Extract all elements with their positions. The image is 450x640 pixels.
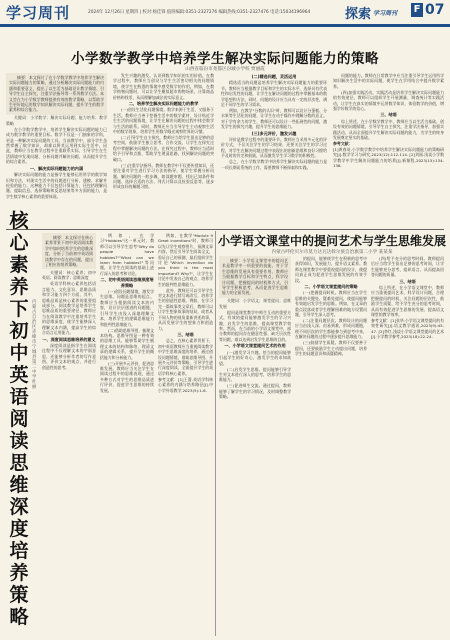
article3-column-3	[371, 256, 444, 636]
article1-paragraph: 综上所述，在小学数学教学中，教师应当以生活为基础，创设有效的问题情境，引导学生自主探究，注重学法指导，加强实践活动，从而全面提升学生解决实际问题的能力，为学生的终身发展奠定坚实的基础。	[333, 118, 444, 141]
article1-references: [1]黄春英.小学数学教学中培养学生解决实际问题能力的策略研究[J].数学学习与研究,2023(12):112-114. [2]刘丽.浅谈小学数学教学中学生解决问题能力的培养[J].新课程,2023(15):134-136.	[333, 147, 444, 169]
article1-paragraph: (三)注重学法指导。教师在教学中不仅要传授知识，还要注重对学生进行学习方法的指导，使学生掌握分析问题、解决问题的一般步骤，如读题审题、找出已知条件和问题、选择合适的方法、列式计算以及检验反思等，逐步形成良好的解题习惯。	[113, 162, 214, 190]
section-title: 探索	[345, 7, 372, 22]
article2-column-2	[100, 233, 154, 635]
article2-paragraph: 例如，在教学"Module 9 Great inventions"时，教师可以先让学生观察图片，预测文章内容，然后引导学生阅读全文，验证自己的预测，最后组织学生讨论"Which invention do you think is the most important? Why?"，让学生在讨论中发表自己的观点，培养学生的批判性思维能力。	[158, 233, 213, 287]
article1-paragraph: 评价是教学过程中的重要环节。教师应当采用多元化的评价方式，不仅关注学生的学习结果，还要关注学生的学习过程，对学生在解决问题过程中表现出的创新思维和良好习惯给予及时的肯定和鼓励，从而激发学生学习数学的积极性。	[221, 137, 327, 159]
article2-abstract: 摘要：本文探讨在核心素养背景下初中英语阅读教学中如何培养学生的思维深度，分析了当前初中英语阅读教学中存在的问题，提出了相应的培养策略。	[42, 233, 96, 269]
article2-paragraph: 深度阅读是指学生在阅读过程中不仅理解文本的字面意思，还能够分析作者的写作意图、评价文本的观点，并进行创造性的思考。	[42, 342, 96, 370]
section-divider	[6, 229, 444, 230]
article2-section-heading: 二、初中英语阅读思维深度培养策略	[100, 277, 154, 288]
article1-column-2	[113, 73, 214, 228]
article2-section-heading: 一、深度阅读思维培养的意义	[42, 336, 96, 342]
article1-abstract: 摘要：本文探讨了在小学数学教学中培养学生解决实际问题能力的策略，通过分析解决实际问题能力的内涵和重要意义，提出了以生活为基础设计教学情境、引导学生自主探究、注重学法指导等一系列教学方法。本文旨在为小学数学教师提供有效的教学策略，以帮助学生更好地运用数学知识解决实际问题，提升学生的数学素养和综合能力。	[6, 73, 107, 115]
article3-section-heading: 一、小学语文课堂提问艺术的作用	[224, 343, 286, 349]
article2-paragraph: (三)开展多元评价，促进思维发展。教师应当关注学生在阅读过程中的思维表现，通过多种方式对学生的思维品质进行评价，促进学生思维的持续发展。	[100, 360, 154, 393]
article1-section-heading: (三)多元评价，激发兴趣	[251, 130, 297, 136]
article2-paragraph: (一)创设问题情境，激发学生思维。问题是思维的起点。教师应当根据阅读文本的内容，设计层层递进的问题链，引导学生由浅入深地理解文本，培养学生的逻辑思维能力和批判性思维能力。	[100, 289, 154, 327]
article2-paragraph: 此外，教师还可以引导学生对文本进行续写或改写，培养学生的创造性思维。例如，在学习完一篇故事类文章后，教师可以让学生想象故事的结局，或者从不同人物的视角重新讲述故事，从而发展学生的想象力和创造力。	[158, 287, 213, 331]
issue-meta: 2024年 12月26日 星期四 | 校对:杨佳锋 值班编辑:0351-2327276 编辑热线:0351-2327476 电话:15034196964	[88, 10, 311, 15]
article1-paragraph: 总之，在小学数学教学中培养学生解决实际问题的能力是一项长期而系统的工作，需要教师不断探索和实践。	[221, 159, 327, 170]
article1-paragraph: 解决实际问题的能力是指学生能够运用所学的数学知识和方法，对现实生活中的问题进行分析、建模、求解并检验的能力。这种能力不仅包括计算能力，还包括理解问题、提取信息、选择策略和反思结果等多方面的能力，是学生数学核心素养的重要体现。	[6, 172, 107, 199]
article3-column-1	[219, 256, 291, 636]
article1-paragraph: (四)加强实践活动。实践活动是培养学生解决实际问题能力的有效途径。教师可以组织学生开展测量、调查统计等实践活动，让学生在真实的情境中运用数学知识，体验数学的价值，增强学好数学的信心。	[333, 89, 444, 112]
article2-paragraph: (二)借助思维导图，梳理文本结构。思维导图是一种有效的思维工具，能够帮助学生梳理文本的结构和脉络，理清文章的逻辑关系，提升学生的概括能力和分析能力。	[100, 327, 154, 360]
article2-headline: 核心素养下初中英语阅读思维深度培养策略	[9, 210, 29, 628]
article1-paragraph: 在小学数学教学中，培养学生解决实际问题的能力已成为数学教学的重要目标。数学不仅是一门抽象的学科，更是一种解决实际问题的工具。当前教学中，部分学生虽然掌握了数学知识，却难以将其运用到实际生活中。因此，教师应当在教学过程中注重联系实际，引导学生在生活情境中发现问题、分析问题并解决问题，从而提升学生的综合素养。	[6, 126, 107, 165]
article1-byline: 山西省临汾市尧都区汾城小学校 贾丽霞	[185, 67, 265, 72]
article1-headline: 小学数学教学中培养学生解决实际问题能力的策略	[71, 51, 379, 67]
article3-paragraph: (二)启发学生思维。提问能够引导学生对文本进行深入的思考，培养学生的思维能力。	[219, 366, 291, 383]
article2-column-3	[158, 233, 213, 635]
article1-paragraph: (一)创设生活化问题情境。数学来源于生活，又服务于生活。教师应当善于挖掘生活中的数学素材，设计贴近学生生活的问题情境，让学生在解决问题的过程中体会数学与生活的联系。同时，教师还应当引导学生主动观察生活中的数学现象，培养学生用数学眼光观察世界的习惯。	[113, 107, 214, 135]
article3-abstract: 摘要：小学语文课堂中的提问艺术是教学中一项重要的技能，对于学生思维的发展具有重要作用。教师应当根据教学目标和学生特点，科学设计问题，把握提问的时机和方式，引导学生积极思考，从而促进学生思维能力的全面发展。	[219, 256, 291, 298]
article3-byline: 内蒙古呼伦贝尔市莫力达瓦达斡尔族自治旗第二小学 某某某	[271, 250, 393, 255]
article1-column-1	[6, 73, 107, 228]
article1-keywords: 关键词：小学数学；解决实际问题；能力培养；教学策略	[6, 115, 107, 126]
article1-section-heading: 一、解决实际问题能力的内涵	[29, 165, 84, 171]
article2-column-1	[42, 233, 96, 635]
article1-paragraph: 精选适当的问题是培养学生解决实际问题能力的重要环节。教师应当根据教学目标和学生的实际水平，选择具有代表性和启发性的问题，让学生在解决问题的过程中掌握基本的数学思想和方法。同时，问题的设计应当具有一定的层次性，满足不同学生的学习需求。	[221, 80, 327, 108]
article3-keywords: 关键词：小学语文；课堂提问；思维发展	[219, 298, 291, 309]
article1-paragraph: (二)引导学生自主探究。教师应当给学生留出足够的思考空间，鼓励学生独立思考、合作交流，让学生在探究过程中掌握解决问题的方法。在探究过程中，教师应当适时给予引导和点拨，帮助学生理清思路，找到解决问题的突破口。	[113, 135, 214, 162]
article2-paragraph: 英语学科核心素养包括语言能力、文化意识、思维品质和学习能力四个方面。其中，思维品质是核心素养的重要组成部分。阅读教学是培养学生思维品质的重要途径，教师应当在阅读教学中注重培养学生的思维深度，使学生能够深入理解文本内涵，提高学生的综合语言运用能力。	[42, 281, 96, 336]
article2-paragraph: 例如，在学习"Hobbies"这一单元时，教师可以引导学生思考"Why do people have hobbies?""What can we learn from hobbies?"等问题，让学生在阅读的基础上进行深入的思考和讨论。	[100, 233, 154, 276]
article1-column-4	[333, 73, 444, 228]
article3-section-heading: 二、小学语文课堂提问的策略	[304, 284, 358, 290]
article1-column-3	[221, 73, 327, 228]
page-number: 07	[425, 2, 445, 18]
article3-paragraph: (三)促进师生交流。通过提问，教师能够了解学生的学习情况，及时调整教学策略。	[219, 383, 291, 400]
article1-paragraph: 问题的能力。教师在日常教学中应当注重引导学生运用所学知识解决生活中的实际问题，使学生在学用结合中提升数学素养。	[333, 73, 444, 89]
article1-section-heading: 三、结语	[380, 112, 397, 118]
article2-keywords: 关键词：核心素养；初中英语；阅读教学；思维深度	[42, 270, 96, 281]
article3-paragraph: 综上所述，在小学语文课堂中，教师应当重视提问艺术，科学设计问题，合理把握提问的时机，关注问题的层次性，鼓励学生质疑，给予学生充分的思考时间，从而有效促进学生思维的发展，提高语文课堂的教学效率。	[371, 285, 444, 318]
article3-paragraph: (二)注重问题层次。教师设计的问题应当由浅入深、由易到难，形成问题链，使不同层次的学生都能参与到思考中来，在解决问题的过程中逐步提升思维能力。	[295, 318, 367, 340]
newspaper-logo: 学习周刊	[373, 10, 398, 17]
article3-paragraph: (一)激发学习兴趣。恰当的提问能够引起学生的好奇心，激发学生的求知欲望。	[219, 349, 291, 366]
article3-paragraph: (一)把握提问时机。教师应当在学生思维的关键处、疑难处提问，使提问能够有效地启发学生的思维。例如，在文章的重点段落或者学生理解困难的地方设置问题，引导学生深入思考。	[295, 290, 367, 318]
masthead-rule	[0, 24, 450, 27]
article3-paragraph: 的提问，能够使学生在积极的思考中获得知识，发展能力，提升语文素养。教师在课堂教学中要重视提问的设计，使提问真正成为促进学生思维发展的有效手段。	[295, 256, 367, 283]
article3-paragraph: (四)给予充分的思考时间。教师提问后应当给学生留出足够的思考时间，让学生能够充分思考，组织语言，从而提高回答问题的质量。	[371, 256, 444, 278]
article3-section-heading: 三、结语	[399, 278, 416, 284]
article3-paragraph: 提问是课堂教学中师生互动的重要方式，有效的提问能够激发学生的学习兴趣，启发学生的思维，提高课堂教学效率。然而，在当前的小学语文课堂中，部分教师的提问存在随意性强、缺乏层次性等问题，难以达到启发学生思维的目的。	[219, 309, 291, 342]
article3-references: 参考文献：[1]张华.小学语文课堂提问的有效性研究[J].语文教学通讯,2023(9):45-47. [2]李红.浅谈小学语文课堂提问的艺术[J].小学教学参考,2023(18):22-24.	[371, 318, 444, 340]
article3-headline: 小学语文课堂中的提问艺术与学生思维发展	[218, 234, 447, 248]
masthead	[0, 0, 450, 30]
article1-references-title: 参考文献：	[333, 141, 353, 147]
article2-byline: 内蒙古自治区赤峰市宁城县第二中学 杜丽	[32, 300, 37, 390]
article2-section-heading: 三、结语	[177, 331, 194, 337]
article3-column-2	[295, 256, 367, 636]
article1-paragraph: 发生兴趣的激发。认识到数学知识的实用价值。在教学过程中，教师应当创设与学生生活密切相关的问题情境，使学生在熟悉的情境中感受数学的作用。例如，在教学购物问题时，可以让学生模拟超市购物场景，计算商品价格和找零，从而理解加减法的实际意义。	[113, 73, 214, 100]
article3-paragraph: (三)鼓励学生质疑。教师不仅要善于提问，还要鼓励学生主动提出问题，培养学生的问题意识和质疑精神。	[295, 340, 367, 357]
article1-section-heading: 二、培养学生解决实际问题能力的教学	[128, 101, 199, 107]
article2-references: 参考文献：[1]王蔷.英语学科核心素养的内涵与培养路径[J].中小学外语教学,2023(5):1-6.	[158, 376, 213, 393]
article1-paragraph: 例如，在教学"分数的认识"时，教师可以设计分蛋糕、分水果等生活化的问题，让学生在动手操作中理解分数的意义。对于学有余力的学生，教师还可以设计一些拓展性的问题，激发学生的探究兴趣，提升学生的思维能力。	[221, 108, 327, 130]
article2-paragraph: 总之，在核心素养背景下，初中英语教师应当重视阅读教学中学生思维深度的培养，通过创设问题情境、借助思维导图、开展多元评价等策略，引导学生进行深度阅读，全面提升学生的英语学科核心素养。	[158, 338, 213, 376]
column-divider	[215, 231, 216, 636]
newspaper-title: 学习周刊	[6, 4, 71, 22]
article1-section-heading: (二)精选问题，灵活运用	[251, 74, 297, 79]
section-badge: F	[411, 3, 423, 17]
